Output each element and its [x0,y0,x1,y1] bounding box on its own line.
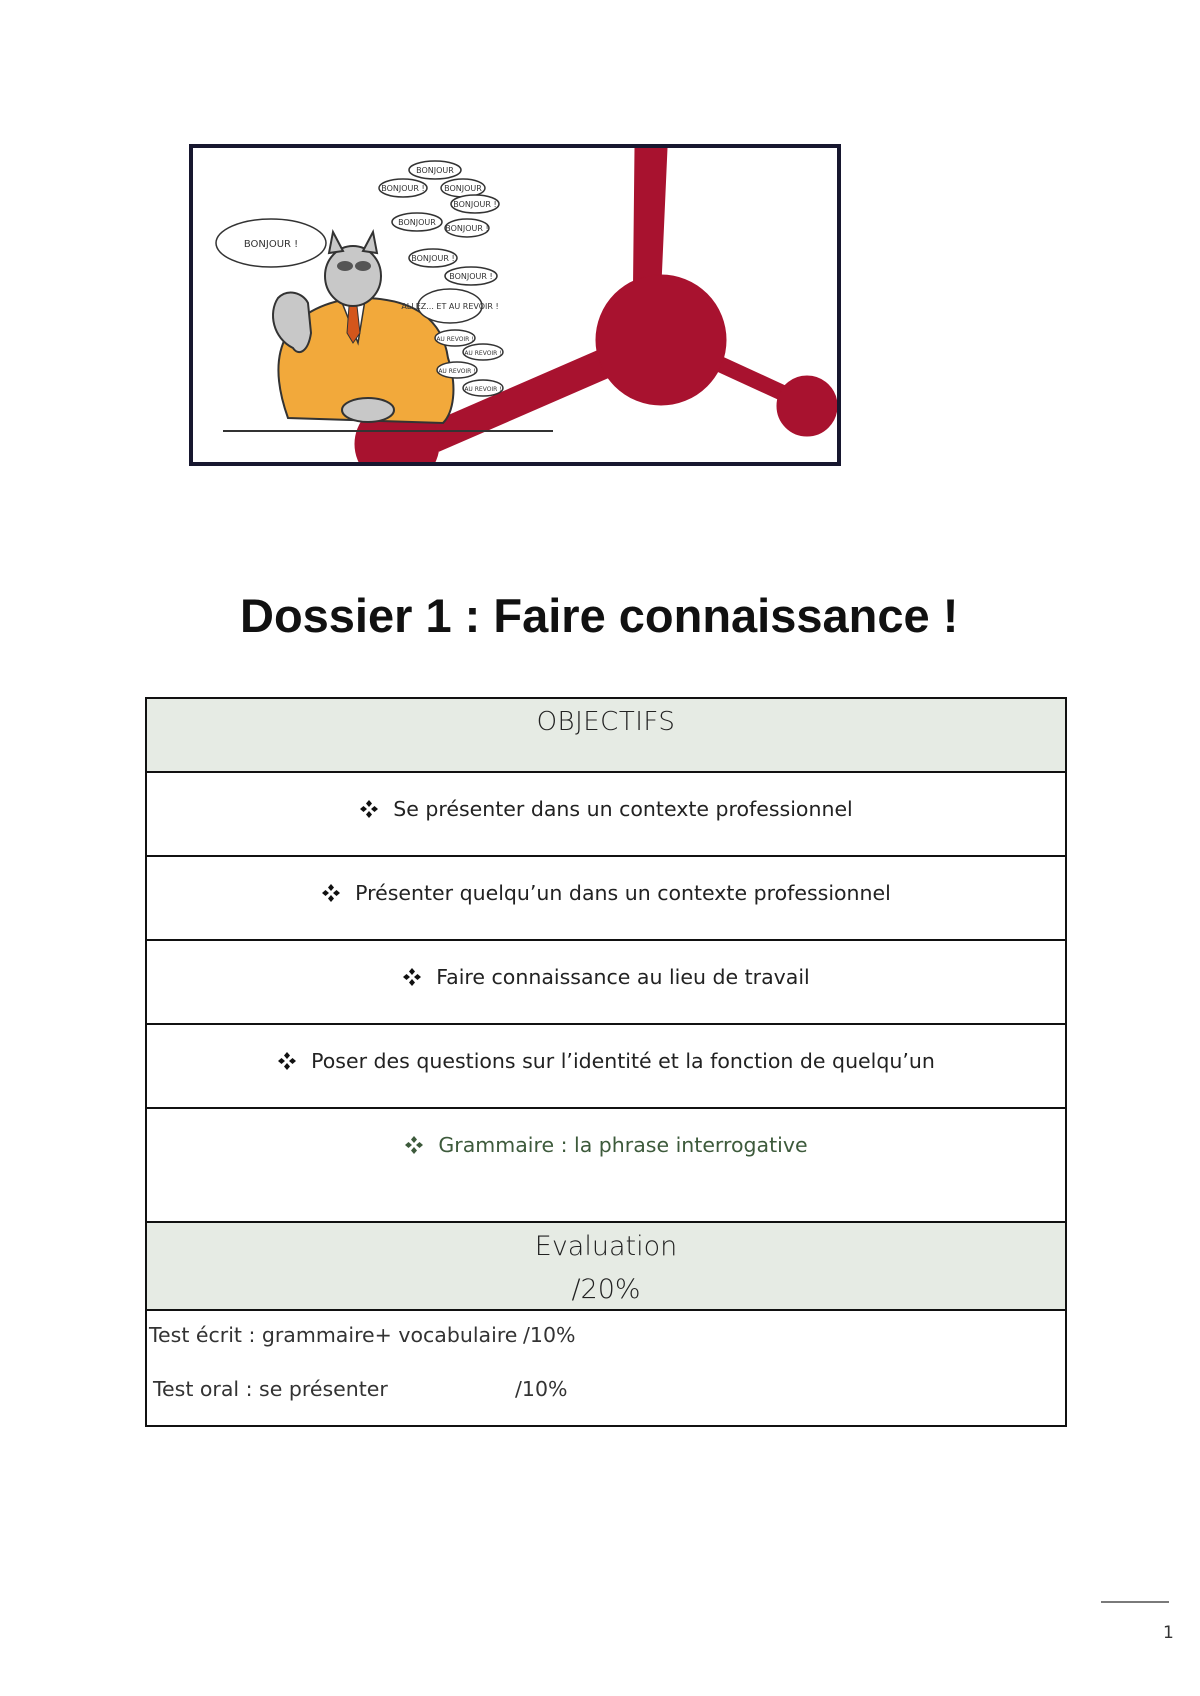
svg-text:BONJOUR !: BONJOUR ! [411,254,455,263]
four-diamond-bullet-icon [402,967,422,987]
objective-row [146,1024,1066,1108]
objective-text: Présenter quelqu’un dans un contexte professionnel [355,881,891,905]
svg-text:BONJOUR: BONJOUR [444,184,482,193]
objectives-header-label: OBJECTIFS [536,707,676,737]
objectives-header [146,698,1066,772]
svg-text:BONJOUR !: BONJOUR ! [453,200,497,209]
header-illustration [189,144,841,466]
svg-text:BONJOUR: BONJOUR [398,218,436,227]
cartoon-cat-bonjour-image [193,148,837,462]
footer-rule [1101,1601,1169,1603]
objective-text: Grammaire : la phrase interrogative [438,1133,808,1157]
objective-text: Faire connaissance au lieu de travail [436,965,810,989]
evaluation-details [146,1310,1066,1426]
svg-text:ALLEZ... ET AU REVOIR !: ALLEZ... ET AU REVOIR ! [401,302,499,311]
four-diamond-bullet-icon [404,1135,424,1155]
svg-text:BONJOUR !: BONJOUR ! [445,224,489,233]
objective-text: Poser des questions sur l’identité et la fonction de quelqu’un [311,1049,935,1073]
page-number: 1 [1163,1623,1174,1643]
four-diamond-bullet-icon [359,799,379,819]
page-title: Dossier 1 : Faire connaissance ! [240,589,959,642]
four-diamond-bullet-icon [277,1051,297,1071]
svg-text:AU REVOIR !: AU REVOIR ! [464,350,502,357]
objective-text: Se présenter dans un contexte professionnel [393,797,853,821]
evaluation-label: Test écrit : grammaire+ vocabulaire [149,1323,518,1347]
svg-text:BONJOUR: BONJOUR [416,166,454,175]
svg-text:AU REVOIR !: AU REVOIR ! [438,368,476,375]
svg-text:BONJOUR !: BONJOUR ! [381,184,425,193]
objectives-table [145,697,1067,1427]
evaluation-row [149,1323,576,1347]
svg-text:BONJOUR !: BONJOUR ! [243,239,299,250]
objective-row [146,856,1066,940]
evaluation-score: /10% [515,1377,568,1401]
evaluation-title: Evaluation [534,1231,678,1262]
svg-text:BONJOUR !: BONJOUR ! [449,272,493,281]
evaluation-score: /10% [523,1323,576,1347]
four-diamond-bullet-icon [321,883,341,903]
svg-text:AU REVOIR !: AU REVOIR ! [464,386,502,393]
evaluation-total: /20% [571,1274,641,1305]
objective-row [146,772,1066,856]
evaluation-label: Test oral : se présenter [153,1377,388,1401]
evaluation-row [153,1377,568,1401]
evaluation-header [146,1222,1066,1310]
svg-text:AU REVOIR !: AU REVOIR ! [436,336,474,343]
objective-row [146,940,1066,1024]
objective-row [146,1108,1066,1222]
